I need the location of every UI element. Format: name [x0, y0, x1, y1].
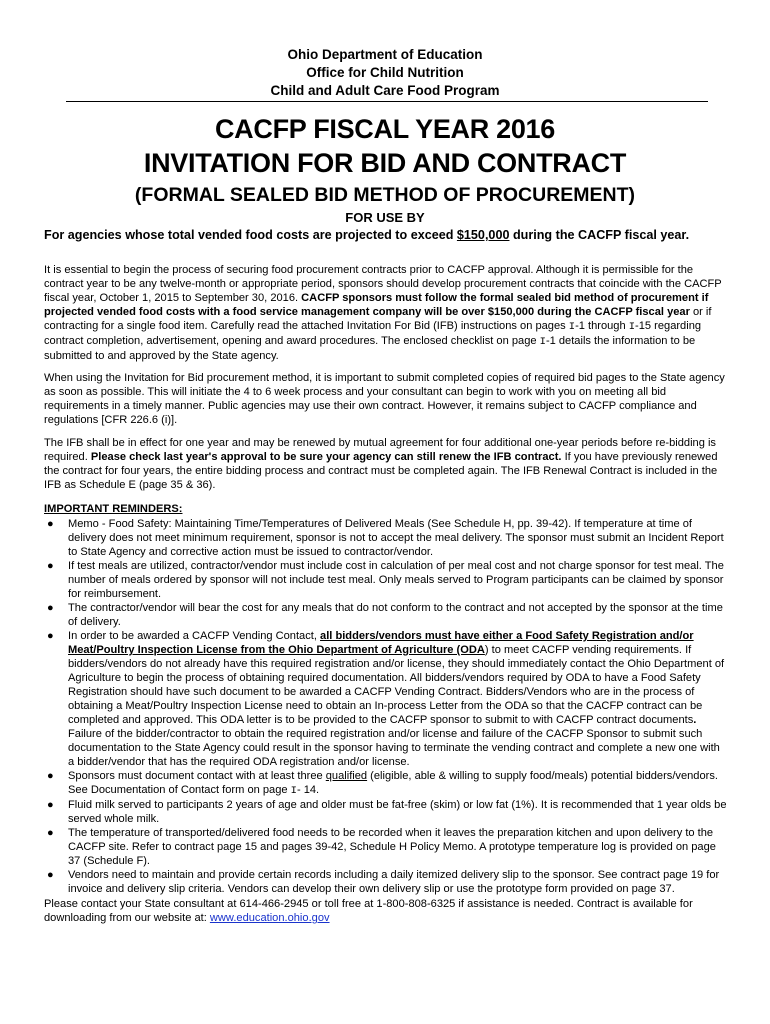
intro-paragraph: It is essential to begin the process of securing food procurement contracts prior to CACFP approval. Although it is permissible for the contract year to be any twelve-month or appropriate period, sponsors should develop procurement contracts that coincide with the CACFP fiscal year, October 1, 2015 to September 30, 2016. CACFP sponsors must follow the formal sealed bid method of procurement if projected vended food costs with a food service management company will be over $150,000 during the CACFP fiscal year or if contracting for a single food item. Carefully read the attached Invitation For Bid (IFB) instructions on pages I-1 through I-15 regarding contract completion, advertisement, opening and award procedures. The enclosed checklist on page I-1 details the information to be submitted to and approved by the State agency.	[44, 264, 722, 362]
bullet-icon: ●	[47, 869, 54, 881]
list-item: ● Vendors need to maintain and provide certain records including a daily itemized delivery slip to the sponsor. See contract page 19 for invoice and delivery slip criteria. Vendors can develop their own delivery slip or use the prototype form provided on page 37.	[47, 869, 720, 895]
title-invitation: INVITATION FOR BID AND CONTRACT	[143, 148, 627, 178]
bullet-icon: ●	[47, 518, 54, 530]
list-item: ● Memo - Food Safety: Maintaining Time/Temperatures of Delivered Meals (See Schedule H, pp. 39-42). If temperature at time of delivery does not meet minimum requirement, sponsor is not to accept the meal delivery. The sponsor must submit an Incident Report to State Agency and corrective action must be issued to contractor/vendor.	[47, 518, 724, 558]
website-link[interactable]: www.education.ohio.gov	[209, 912, 330, 924]
bullet-icon: ●	[47, 770, 54, 782]
list-item: ● The contractor/vendor will bear the cost for any meals that do not conform to the contract and not accepted by the sponsor at the time of delivery.	[47, 602, 723, 628]
header-divider	[66, 101, 708, 102]
header-agency: Ohio Department of Education	[287, 47, 483, 62]
for-use-by: FOR USE BY	[345, 210, 425, 225]
bullet-icon: ●	[47, 560, 54, 572]
title-method: (FORMAL SEALED BID METHOD OF PROCUREMENT)	[134, 184, 636, 206]
bullet-icon: ●	[47, 827, 54, 839]
bullet-icon: ●	[47, 602, 54, 614]
list-item: ● Sponsors must document contact with at least three qualified (eligible, able & willing to supply food/meals) potential bidders/vendors. See Documentation of Contact form on page I- 14.	[47, 770, 718, 797]
reminders-heading: IMPORTANT REMINDERS:	[44, 503, 183, 515]
header-office: Office for Child Nutrition	[306, 65, 464, 80]
title-fiscal-year: CACFP FISCAL YEAR 2016	[214, 114, 555, 144]
bullet-icon: ●	[47, 799, 54, 811]
ifb-method-paragraph: When using the Invitation for Bid procurement method, it is important to submit completed copies of required bid pages to the State agency as soon as possible. This will initiate the 4 to 6 week process and your consultant can begin to work with you on meeting all bid requirements in a timely manner. Public agencies may use their own contract. However, it remains subject to CACFP compliance and regulations [CFR 226.6 (i)].	[44, 372, 725, 426]
list-item: ● If test meals are utilized, contractor/vendor must include cost in calculation of per meal cost and not charge sponsor for test meal. The number of meals ordered by sponsor will not include test meal. Only meals served to Program participants can be claimed by sponsor for reimbursement.	[47, 560, 724, 600]
agencies-line: For agencies whose total vended food costs are projected to exceed $150,000 during the CACFP fiscal year.	[44, 228, 690, 242]
list-item: ● In order to be awarded a CACFP Vending Contact, all bidders/vendors must have either a Food Safety Registration and/or Meat/Poultry Inspection License from the Ohio Department of Agriculture (ODA) to meet CACFP vending requirements. If bidders/vendors do not already have this required registration and/or license, they should immediately contact the Ohio Department of Agriculture to begin the process of obtaining required documentation. All bidders/vendors required by ODA to have a Food Safety Registration should have such document to be awarded a CACFP Vending Contract. Bidders/Vendors who are in the process of obtaining a Meat/Poultry Inspection License need to obtain an In-process Letter from the ODA so that the CACFP contract can be completed and approved. This ODA letter is to be provided to the CACFP sponsor to submit to with CACFP contract documents. Failure of the bidder/contractor to obtain the required registration and/or license and failure of the CACFP Sponsor to submit such documentation to the State Agency could result in the sponsor having to terminate the vending contract and complete a new one with a bidder/vendor that has the required ODA registration and/or license.	[47, 630, 725, 768]
bullet-icon: ●	[47, 630, 54, 642]
list-item: ● The temperature of transported/delivered food needs to be recorded when it leaves the preparation kitchen and upon delivery to the CACFP site. Refer to contract page 15 and pages 39-42, Schedule H Policy Memo. A prototype temperature log is provided on page 37 (Schedule F).	[47, 827, 716, 867]
reminders-list	[44, 517, 729, 896]
contact-paragraph: Please contact your State consultant at 614-466-2945 or toll free at 1-800-808-6325 if assistance is needed. Contract is available for downloading from our website at: www.education.ohio.gov	[44, 898, 693, 924]
list-item: ● Fluid milk served to participants 2 years of age and older must be fat-free (skim) or low fat (1%). It is recommended that 1 year olds be served whole milk.	[47, 799, 727, 825]
header-program: Child and Adult Care Food Program	[270, 83, 500, 98]
renewal-paragraph: The IFB shall be in effect for one year and may be renewed by mutual agreement for four additional one-year periods before re-bidding is required. Please check last year's approval to be sure your agency can still renew the IFB contract. If you have previously renewed the contract for four years, the entire bidding process and contract must be completed again. The IFB Renewal Contract is included in the IFB as Schedule E (page 35 & 36).	[44, 437, 718, 491]
